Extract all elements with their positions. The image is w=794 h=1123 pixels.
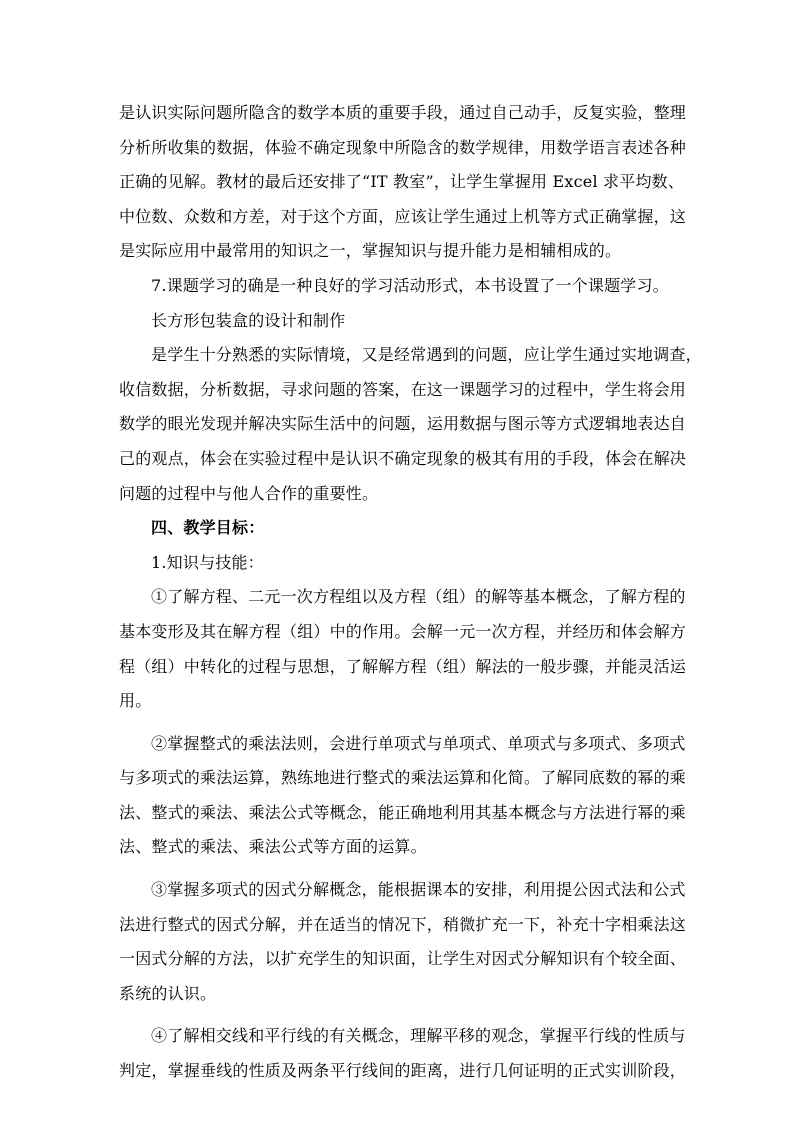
text-line: 己的观点，体会在实验过程中是认识不确定现象的极其有用的手段，体会在解决 xyxy=(119,448,687,468)
text-line: ④了解相交线和平行线的有关概念，理解平移的观念，掌握平行线的性质与 xyxy=(151,1026,686,1046)
list-item-1 xyxy=(119,580,687,718)
text-line: 基本变形及其在解方程（组）中的作用。会解一元一次方程，并经历和体会解方 xyxy=(119,621,687,641)
subheading xyxy=(119,546,679,581)
text-line: 与多项式的乘法运算，熟练地进行整式的乘法运算和化简。了解同底数的幂的乘 xyxy=(119,768,687,788)
text-line: ①了解方程、二元一次方程组以及方程（组）的解等基本概念，了解方程的 xyxy=(151,587,686,607)
text-line: 数学的眼光发现并解决实际生活中的问题，运用数据与图示等方式逻辑地表达自 xyxy=(119,414,687,434)
subheading-text: 1.知识与技能： xyxy=(151,552,264,572)
text-line: 是实际应用中最常用的知识之一，掌握知识与提升能力是相辅相成的。 xyxy=(119,241,622,261)
text-line: 法、整式的乘法、乘法公式等概念，能正确地利用其基本概念与方法进行幂的乘 xyxy=(119,802,687,822)
paragraph-1 xyxy=(119,96,687,269)
paragraph-4 xyxy=(119,338,702,511)
text-line: ③掌握多项式的因式分解概念，能根据课本的安排，利用提公因式法和公式 xyxy=(151,880,686,900)
text-line: 判定，掌握垂线的性质及两条平行线间的距离，进行几何证明的正式实训阶段， xyxy=(119,1061,687,1081)
list-item-2 xyxy=(119,727,687,865)
text-line: 是认识实际问题所隐含的数学本质的重要手段，通过自己动手，反复实验，整理 xyxy=(119,103,687,122)
text-line: ②掌握整式的乘法法则，会进行单项式与单项式、单项式与多项式、多项式 xyxy=(151,733,686,753)
text-line: 问题的过程中与他人合作的重要性。 xyxy=(119,483,379,503)
paragraph-2 xyxy=(119,269,679,304)
text-line: 收信数据，分析数据，寻求问题的答案，在这一课题学习的过程中，学生将会用 xyxy=(119,379,687,399)
text-line: 7.课题学习的确是一种良好的学习活动形式，本书设置了一个课题学习。 xyxy=(151,275,669,295)
text-line: 系统的认识。 xyxy=(119,983,217,1003)
text-line: 中位数、众数和方差，对于这个方面，应该让学生通过上机等方式正确掌握，这 xyxy=(119,206,687,226)
list-item-3 xyxy=(119,873,687,1011)
body-text xyxy=(119,96,702,1089)
section-heading xyxy=(119,511,679,546)
text-line: 法、整式的乘法、乘法公式等方面的运算。 xyxy=(119,837,427,857)
text-line: 用。 xyxy=(119,691,152,711)
text-line: 法进行整式的因式分解，并在适当的情况下，稍微扩充一下，补充十字相乘法这 xyxy=(119,914,687,934)
text-line: 是学生十分熟悉的实际情境，又是经常遇到的问题，应让学生通过实地调查， xyxy=(151,345,702,365)
text-line: 一因式分解的方法，以扩充学生的知识面，让学生对因式分解知识有个较全面、 xyxy=(119,949,687,969)
text-line: 长方形包装盒的设计和制作 xyxy=(151,310,346,330)
text-line: 程（组）中转化的过程与思想，了解解方程（组）解法的一般步骤，并能灵活运 xyxy=(119,656,687,676)
heading-text: 四、教学目标： xyxy=(151,518,265,538)
text-line: 分析所收集的数据，体验不确定现象中所隐含的数学规律，用数学语言表述各种 xyxy=(119,137,687,157)
list-item-4 xyxy=(119,1019,687,1088)
paragraph-3 xyxy=(119,304,679,339)
text-line: 正确的见解。教材的最后还安排了“IT 教室”，让学生掌握用 Excel 求平均数、 xyxy=(119,172,685,192)
